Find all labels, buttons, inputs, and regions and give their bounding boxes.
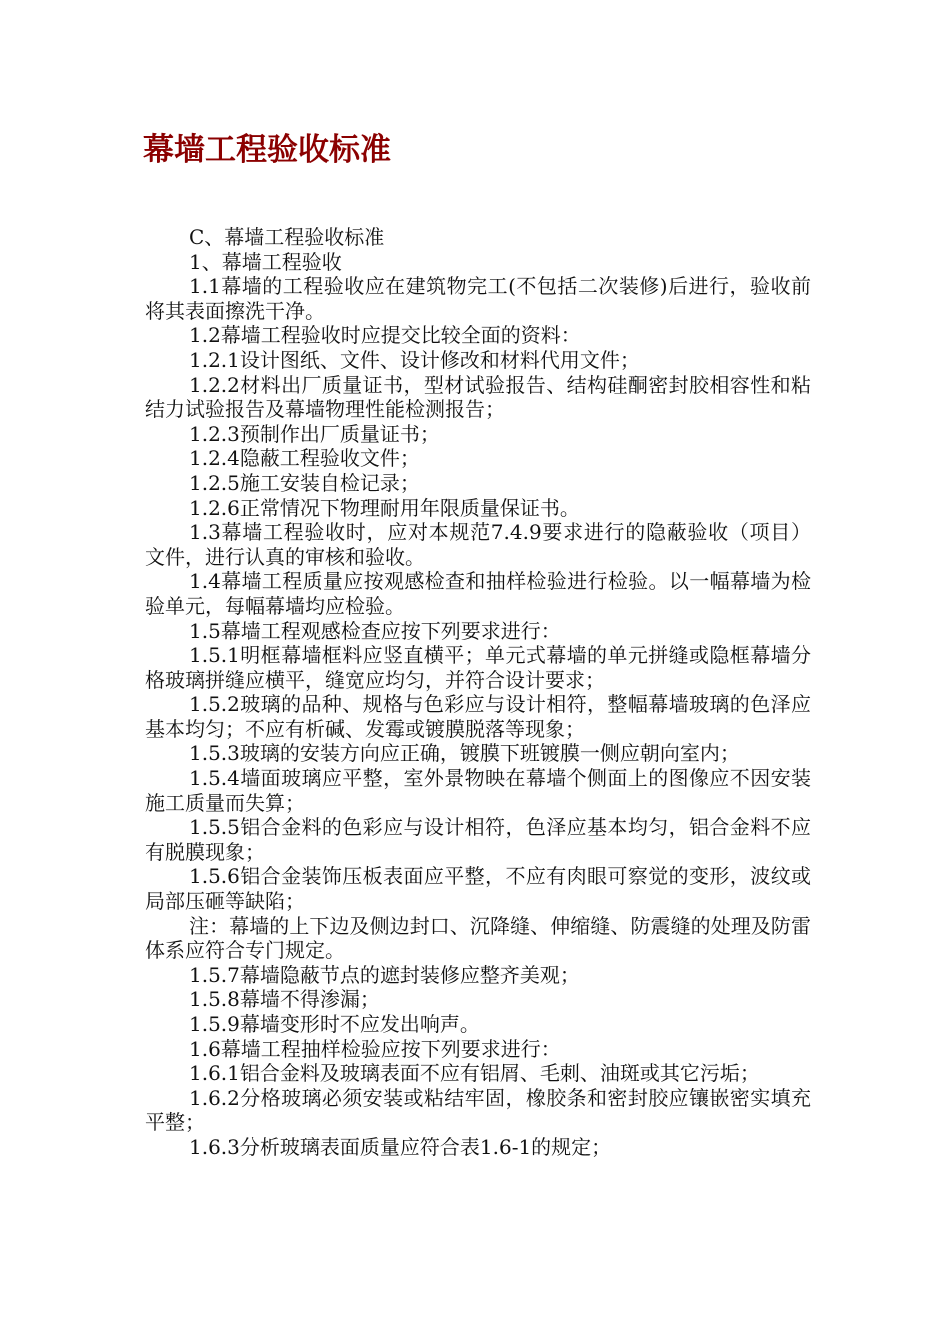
paragraph: 1.2.6正常情况下物理耐用年限质量保证书。 <box>189 495 580 520</box>
paragraph: 1.6幕墙工程抽样检验应按下列要求进行： <box>189 1036 561 1061</box>
paragraph: 1.5幕墙工程观感检查应按下列要求进行： <box>189 618 561 643</box>
paragraph: 1.2幕墙工程验收时应提交比较全面的资料： <box>189 323 581 348</box>
document-title: 幕墙工程验收标准 <box>143 132 391 168</box>
paragraph: 1.2.1设计图纸、文件、设计修改和材料代用文件； <box>189 347 640 372</box>
paragraph: 1.5.4墙面玻璃应平整，室外景物映在幕墙个侧面上的图像应不因安装施工质量而失算； <box>145 766 811 815</box>
paragraph: 1.5.9幕墙变形时不应发出响声。 <box>189 1012 480 1036</box>
paragraph: 1.2.5施工安装自检记录； <box>189 470 420 495</box>
paragraph: 1、幕墙工程验收 <box>189 249 342 274</box>
paragraph: 1.3幕墙工程验收时，应对本规范7.4.9要求进行的隐蔽验收（项目）文件，进行认真的审核和验收。 <box>145 520 811 569</box>
paragraph: 1.6.1铝合金料及玻璃表面不应有铝屑、毛刺、油斑或其它污垢； <box>189 1061 760 1086</box>
paragraph: 1.5.3玻璃的安装方向应正确，镀膜下班镀膜一侧应朝向室内； <box>189 741 740 766</box>
paragraph: 注：幕墙的上下边及侧边封口、沉降缝、伸缩缝、防震缝的处理及防雷体系应符合专门规定。 <box>145 913 811 963</box>
paragraph: 1.5.8幕墙不得渗漏； <box>189 987 380 1012</box>
paragraph: 1.6.2分格玻璃必须安装或粘结牢固，橡胶条和密封胶应镶嵌密实填充平整； <box>145 1085 811 1135</box>
paragraph: 1.2.4隐蔽工程验收文件； <box>189 446 420 471</box>
paragraph: 1.5.2玻璃的品种、规格与色彩应与设计相符，整幅幕墙玻璃的色泽应基本均匀；不应有析碱、发霉或镀膜脱落等现象； <box>145 692 811 741</box>
paragraph: C、幕墙工程验收标准 <box>189 225 385 249</box>
paragraph: 1.1幕墙的工程验收应在建筑物完工(不包括二次装修)后进行，验收前将其表面擦洗干净。 <box>145 274 811 323</box>
paragraph: 1.2.2材料出厂质量证书，型材试验报告、结构硅酮密封胶相容性和粘结力试验报告及幕墙物理性能检测报告； <box>145 372 811 422</box>
document-body <box>145 225 811 1160</box>
paragraph: 1.2.3预制作出厂质量证书； <box>189 421 440 446</box>
paragraph: 1.5.6铝合金装饰压板表面应平整，不应有肉眼可察觉的变形，波纹或局部压砸等缺陷； <box>145 864 811 914</box>
paragraph: 1.4幕墙工程质量应按观感检查和抽样检验进行检验。以一幅幕墙为检验单元，每幅幕墙均应检验。 <box>145 569 811 618</box>
paragraph: 1.5.1明框幕墙框料应竖直横平；单元式幕墙的单元拼缝或隐框幕墙分格玻璃拼缝应横平，缝宽应均匀，并符合设计要求； <box>145 643 811 692</box>
paragraph: 1.6.3分析玻璃表面质量应符合表1.6-1的规定； <box>189 1134 612 1159</box>
paragraph: 1.5.5铝合金料的色彩应与设计相符，色泽应基本均匀，铝合金料不应有脱膜现象； <box>145 815 811 864</box>
paragraph: 1.5.7幕墙隐蔽节点的遮封装修应整齐美观； <box>189 962 580 987</box>
